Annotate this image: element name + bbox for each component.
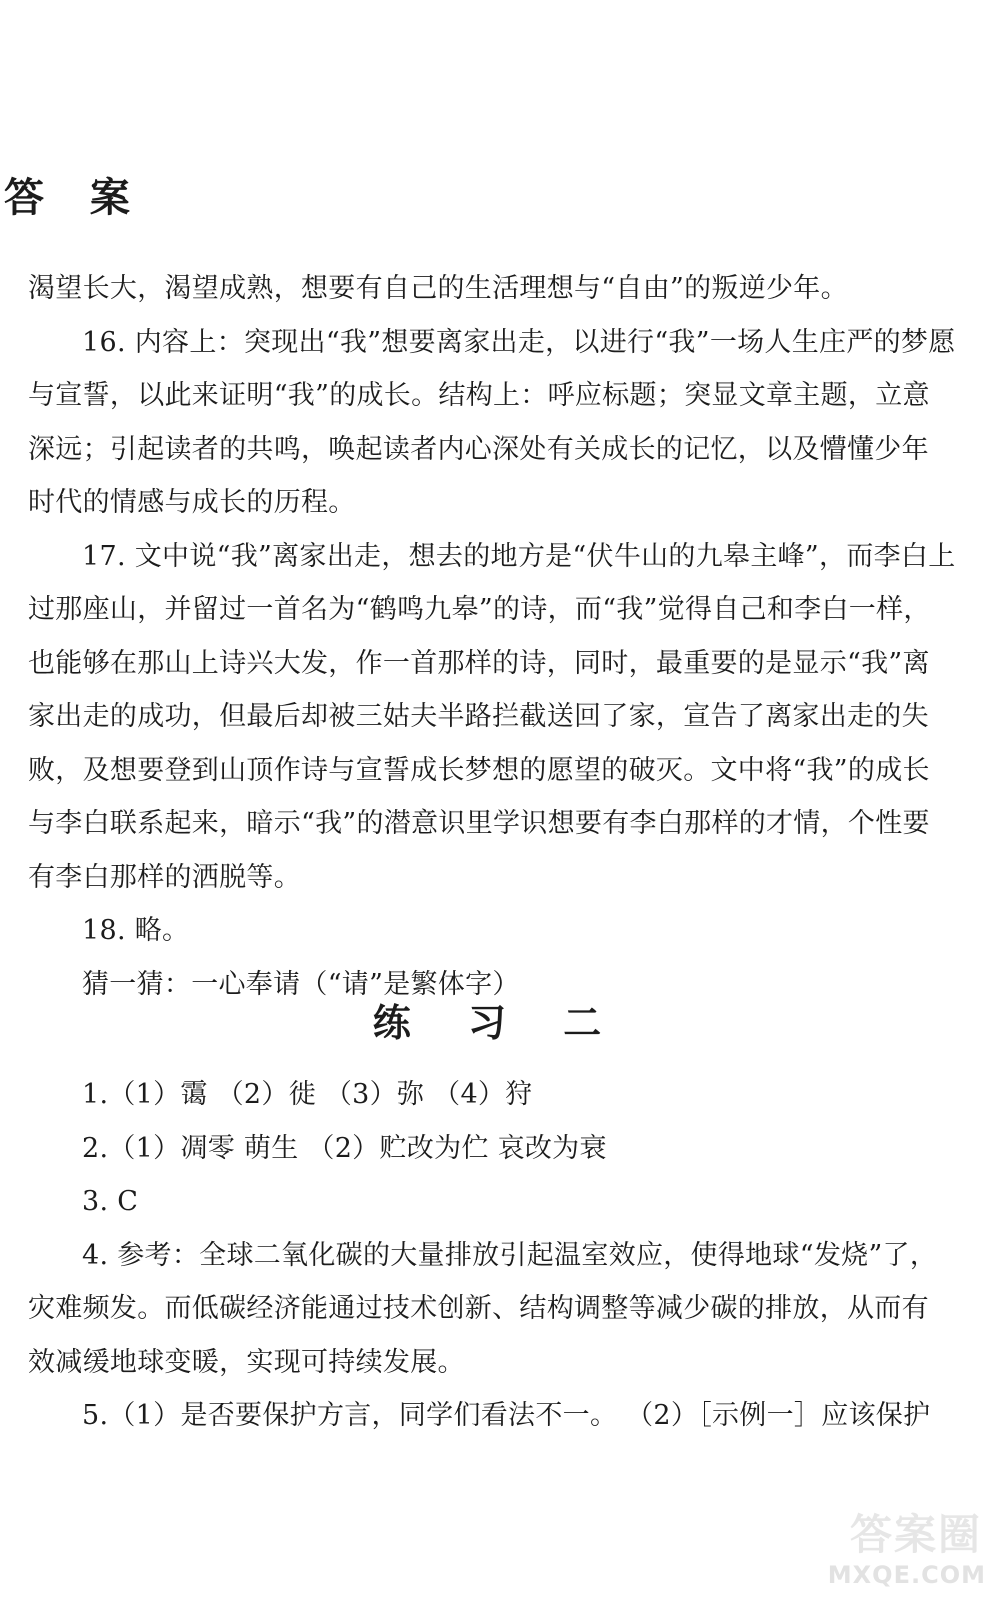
- section-title-exercise-2: 练 习 二: [372, 1000, 624, 1045]
- answer-2: 2.（1）凋零 萌生 （2）贮改为伫 哀改为衰: [82, 1132, 607, 1164]
- answer-16: 16. 内容上：突现出“我”想要离家出走，以进行“我”一场人生庄严的梦愿与宣誓，以此来证明“我”的成长。结构上：呼应标题；突显文章主题，立意深远；引起读者的共鸣，唤起读者内心深处有关成长的记忆，以及懵懂少年时代的情感与成长的历程。: [28, 326, 956, 518]
- section-2-answers: [28, 1068, 956, 1443]
- answer-3: 3. C: [82, 1186, 139, 1217]
- riddle-answer: 猜一猜：一心奉请（“请”是繁体字）: [82, 968, 520, 1000]
- answer-17: 17. 文中说“我”离家出走，想去的地方是“伏牛山的九皋主峰”，而李白上过那座山，并留过一首名为“鹤鸣九皋”的诗，而“我”觉得自己和李白一样，也能够在那山上诗兴大发，作一首那样的诗，同时，最重要的是显示“我”离家出走的成功，但最后却被三姑夫半路拦截送回了家，宣告了离家出走的失败，及想要登到山顶作诗与宣誓成长梦想的愿望的破灭。文中将“我”的成长与李白联系起来，暗示“我”的潜意识里学识想要有李白那样的才情，个性要有李白那样的洒脱等。: [28, 540, 956, 893]
- answer-18: 18. 略。: [82, 915, 190, 946]
- answer-5: 5.（1）是否要保护方言，同学们看法不一。 （2）［示例一］应该保护: [82, 1400, 931, 1431]
- page-header-title: 答 案: [4, 175, 146, 221]
- answer-1: 1.（1）霭 （2）徙 （3）弥 （4）狩: [82, 1079, 533, 1110]
- section-1-answers: [28, 262, 956, 1011]
- watermark-logo-text: 答案圈: [849, 1510, 982, 1559]
- watermark-domain: MXQE.COM: [827, 1561, 986, 1589]
- answer-continuation: 渴望长大，渴望成熟，想要有自己的生活理想与“自由”的叛逆少年。: [28, 273, 848, 304]
- answer-4: 4. 参考：全球二氧化碳的大量排放引起温室效应，使得地球“发烧”了，灾难频发。而低碳经济能通过技术创新、结构调整等减少碳的排放，从而有效减缓地球变暖，实现可持续发展。: [28, 1239, 938, 1378]
- site-watermark: [810, 1512, 986, 1588]
